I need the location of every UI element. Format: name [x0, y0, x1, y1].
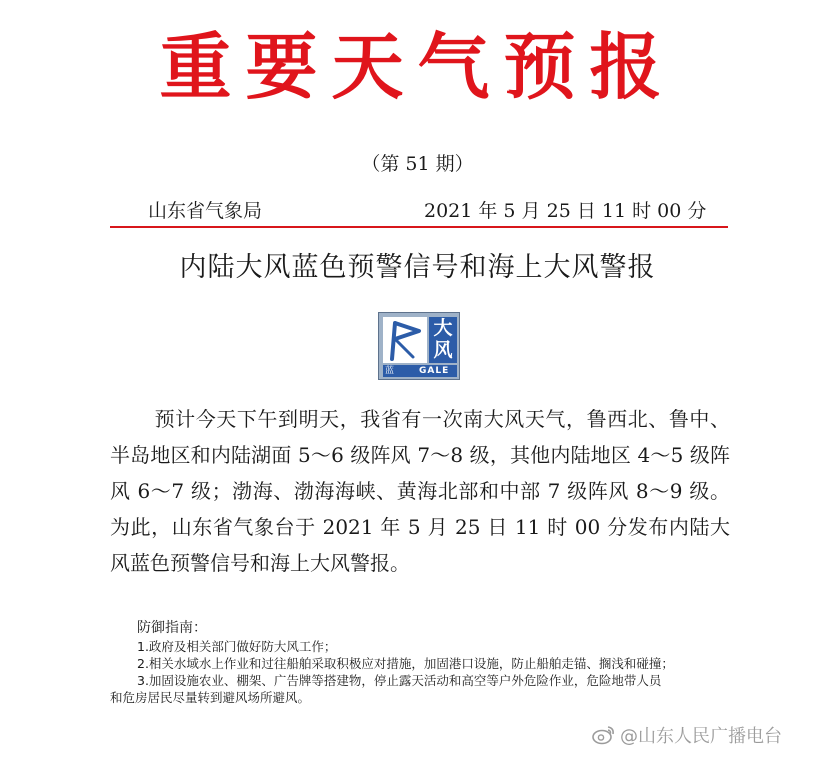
document-headline: 内陆大风蓝色预警信号和海上大风警报	[179, 252, 656, 283]
signal-level-label: 蓝	[385, 366, 395, 376]
signal-bottom-bar	[383, 365, 457, 377]
gale-char-2: 风	[433, 339, 453, 361]
guide-item: 2.相关水域水上作业和过往船舶采取积极应对措施，加固港口设施，防止船舶走锚、搁浅和碰撞；	[137, 656, 674, 671]
masthead-title: 重要天气预报	[159, 25, 676, 109]
defense-guide	[110, 618, 730, 706]
gale-character-panel	[429, 317, 457, 363]
watermark-text: @山东人民广播电台	[620, 726, 782, 747]
gale-char-1: 大	[433, 317, 453, 339]
issuing-agency: 山东省气象局	[148, 200, 263, 222]
gale-blue-warning-icon	[378, 312, 460, 380]
guide-item-continuation: 和危房居民尽量转到避风场所避风。	[110, 690, 311, 705]
weibo-logo-icon	[592, 725, 616, 752]
guide-title: 防御指南：	[137, 620, 207, 636]
flag-icon	[383, 317, 427, 363]
signal-english-label: GALE	[419, 366, 450, 376]
forecast-body	[110, 401, 730, 581]
forecast-paragraph: 预计今天下午到明天，我省有一次南大风天气，鲁西北、鲁中、半岛地区和内陆湖面 5～6 级阵风 7～8 级，其他内陆地区 4～5 级阵风 6～7 级；渤海、渤海海峡、黄海北部和中部 7 级阵风 8～9 级。为此，山东省气象台于 2021 年 5 月 25 日 11 时 00 分发布内陆大风蓝色预警信号和海上大风警报。	[110, 407, 730, 575]
red-divider-line	[110, 226, 728, 228]
issue-datetime: 2021 年 5 月 25 日 11 时 00 分	[424, 200, 707, 222]
guide-item: 3.加固设施农业、棚架、广告牌等搭建物，停止露天活动和高空等户外危险作业，危险地带人员	[137, 673, 662, 688]
guide-item: 1.政府及相关部门做好防大风工作；	[137, 639, 337, 654]
issue-number: （第 51 期）	[361, 153, 474, 175]
source-watermark	[592, 725, 782, 752]
